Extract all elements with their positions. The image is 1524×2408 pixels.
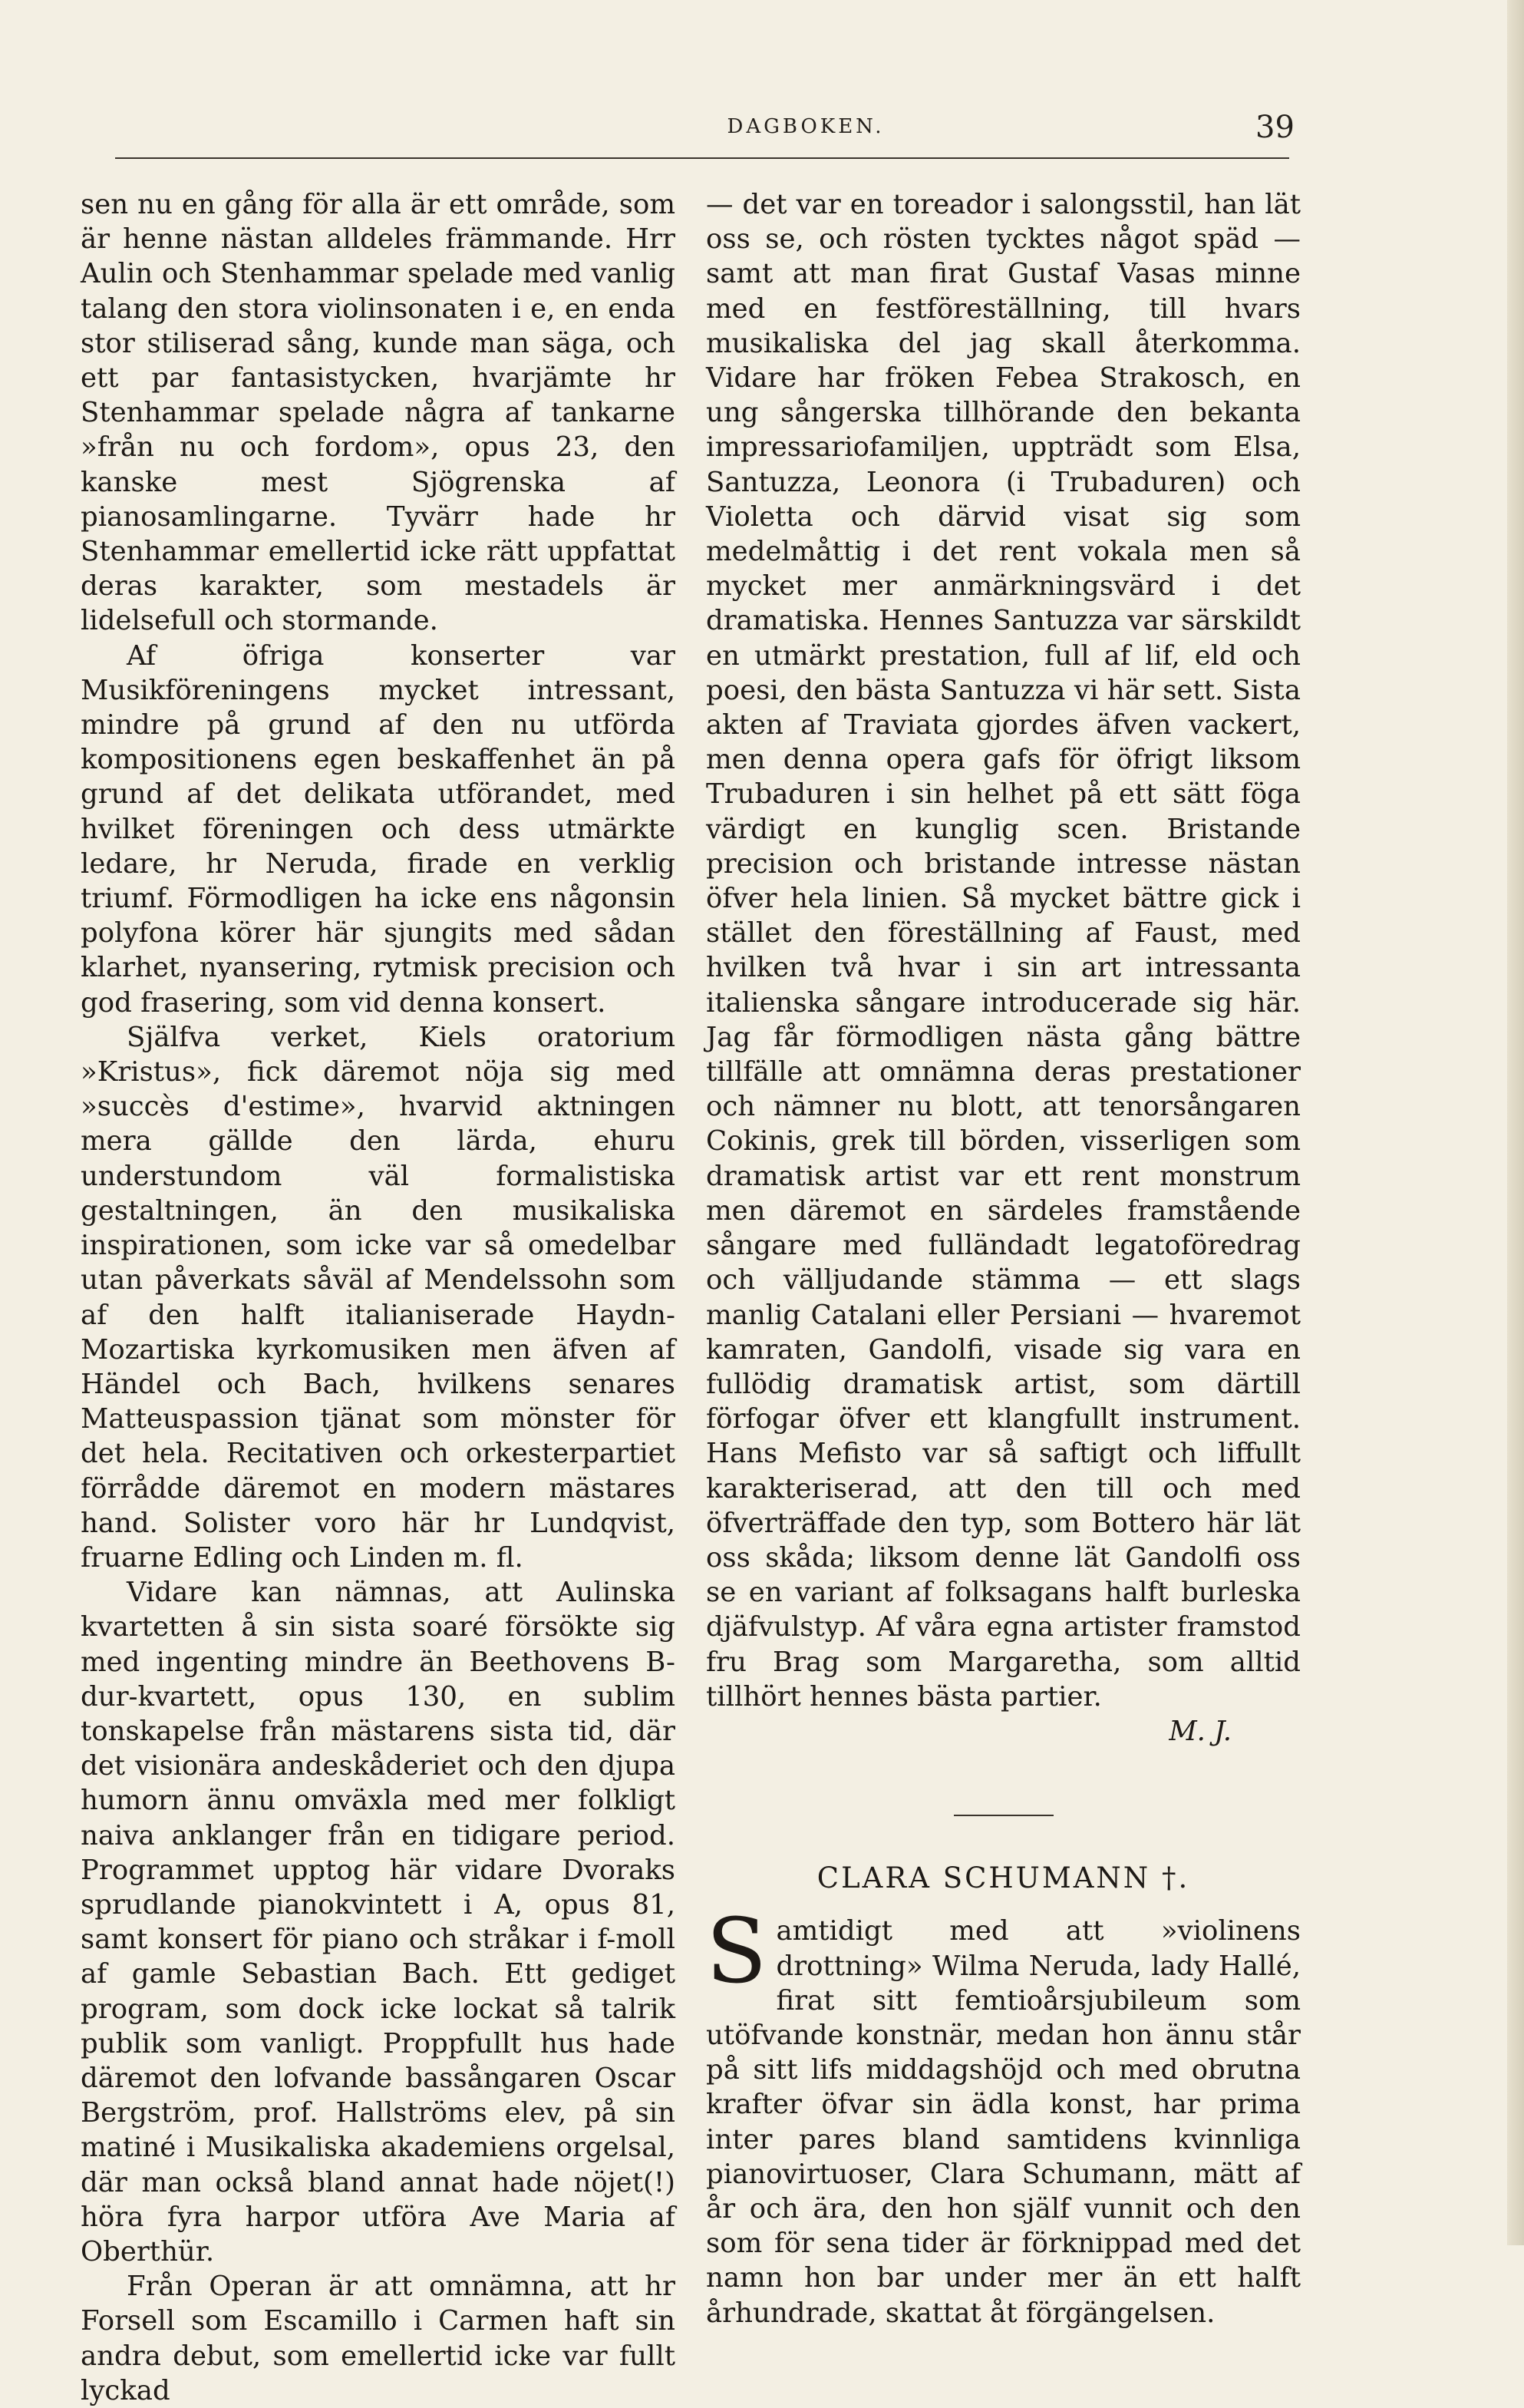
paragraph [706, 1900, 1301, 2330]
paragraph-text: amtidigt med att »violinens drottning» Wilma Neruda, lady Hallé, firat sitt femtioårsjubileum som utöfvande konstnär, medan hon ännu står på sitt lifs middagshöjd och med obrutna krafter öfvar sin ädla konst, har prima inter pares bland samtidens kvinnliga pianovirtuoser, Clara Schumann, mätt af år och ära, den hon själf vunnit och den som för sena tider är förknippad med det namn hon bar under mer än ett halft århundrade, skattat åt förgängelsen. [706, 1915, 1301, 2329]
drop-cap: S [706, 1900, 767, 2004]
paragraph: Själfva verket, Kiels oratorium »Kristus», fick däremot nöja sig med »succès d'estime», hvarvid aktningen mera gällde den lärda, ehuru understundom väl formalistiska gestaltningen, än den musikaliska inspirationen, som icke var så omedelbar utan påverkats såväl af Mendelssohn som af den halft italianiserade Haydn-Mozartiska kyrkomusiken men äfven af Händel och Bach, hvilkens senares Matteuspassion tjänat som mönster för det hela. Recitativen och orkesterpartiet förrådde däremot en modern mästares hand. Solister voro här hr Lundqvist, fruarne Edling och Linden m. fl. [81, 1021, 675, 1574]
page-number: 39 [1255, 110, 1295, 145]
paragraph: Af öfriga konserter var Musikföreningens mycket intressant, mindre på grund af den nu utförda kompositionens egen beskaffenhet än på grund af det delikata utförandet, med hvilket föreningen och dess utmärkte ledare, hr Neruda, firade en verklig triumf. Förmodligen ha icke ens någonsin polyfona körer här sjungits med sådan klarhet, nyansering, rytmisk precision och god frasering, som vid denna konsert. [81, 639, 675, 1019]
paragraph: — det var en toreador i salongsstil, han lät oss se, och rösten tycktes något späd — samt att man firat Gustaf Vasas minne med en festföreställning, till hvars musikaliska del jag skall återkomma. Vidare har fröken Febea Strakosch, en ung sångerska tillhörande den bekanta impressariofamiljen, uppträdt som Elsa, Santuzza, Leonora (i Trubaduren) och Violetta och därvid visat sig som medelmåttig i det rent vokala men så mycket mer anmärkningsvärd i det dramatiska. Hennes Santuzza var särskildt en utmärkt prestation, full af lif, eld och poesi, den bästa Santuzza vi här sett. Sista akten af Traviata gjordes äfven vackert, men denna opera gafs för öfrigt liksom Trubaduren i sin helhet på ett sätt föga värdigt en kunglig scen. Bristande precision och bristande intresse nästan öfver hela linien. Så mycket bättre gick i stället den föreställning af Faust, med hvilken två hvar i sin art intressanta italienska sångare introducerade sig här. Jag får förmodligen nästa gång bättre tillfälle att omnämna deras prestationer och nämner nu blott, att tenorsångaren Cokinis, grek till börden, visserligen som dramatisk artist var ett rent monstrum men däremot en särdeles framstående sångare med fulländadt legatoföredrag och välljudande stämma — ett slags manlig Catalani eller Persiani — hvaremot kamraten, Gandolfi, visade sig vara en fullödig dramatisk artist, som därtill förfogar öfver ett klangfullt instrument. Hans Mefisto var så saftigt och liffullt karakteriserad, att den till och med öfverträffade den typ, som Bottero här lät oss skåda; liksom denne lät Gandolfi oss se en variant af folksagans halft burleska djäfvulstyp. Af våra egna artister framstod fru Brag som Margaretha, som alltid tillhört hennes bästa partier. [706, 189, 1301, 1713]
right-column [706, 187, 1301, 2330]
section-heading: CLARA SCHUMANN †. [816, 1861, 1190, 1895]
page-edge [1507, 0, 1524, 2245]
author-signature: M. J. [1169, 1715, 1232, 1747]
header-rule [115, 157, 1289, 159]
running-title: DAGBOKEN. [727, 115, 885, 138]
paragraph: sen nu en gång för alla är ett område, som är henne nästan alldeles främmande. Hrr Aulin och Stenhammar spelade med vanlig talang den stora violinsonaten i e, en enda stor stiliserad sång, kunde man säga, och ett par fantasistycken, hvarjämte hr Stenhammar spelade några af tankarne »från nu och fordom», opus 23, den kanske mest Sjögrenska af pianosamlingarne. Tyvärr hade hr Stenhammar emellertid icke rätt uppfattat deras karakter, som mestadels är lidelsefull och stormande. [81, 189, 675, 637]
paragraph: Vidare kan nämnas, att Aulinska kvartetten å sin sista soaré försökte sig med ingenting mindre än Beethovens B-dur-kvartett, opus 130, en sublim tonskapelse från mästarens sista tid, där det visionära andeskåderiet och den djupa humorn ännu omväxla med mer folkligt naiva anklanger från en tidigare period. Programmet upptog här vidare Dvoraks sprudlande pianokvintett i A, opus 81, samt konsert för piano och stråkar i f-moll af gamle Sebastian Bach. Ett gediget program, som dock icke lockat så talrik publik som vanligt. Proppfullt hus hade däremot den lofvande bassångaren Oscar Bergström, prof. Hallströms elev, på sin matiné i Musikaliska akademiens orgelsal, där man också bland annat hade nöjet(!) höra fyra harpor utföra Ave Maria af Oberthür. [81, 1577, 675, 2268]
paragraph: Från Operan är att omnämna, att hr Forsell som Escamillo i Carmen haft sin andra debut, som emellertid icke var fullt lyckad [81, 2271, 675, 2406]
left-column [81, 187, 675, 2408]
section-divider [954, 1815, 1054, 1816]
